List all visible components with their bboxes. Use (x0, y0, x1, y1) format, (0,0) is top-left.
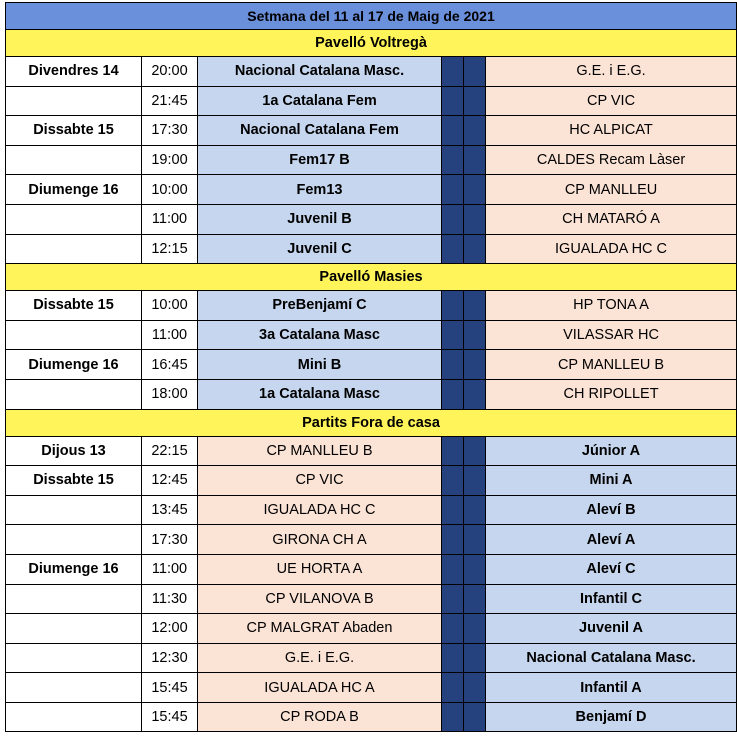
home-team: Nacional Catalana Fem (198, 116, 442, 146)
home-team: 3a Catalana Masc (198, 320, 442, 350)
match-row (6, 466, 737, 496)
opponent-team: CP RODA B (198, 702, 442, 732)
schedule-table (5, 2, 737, 732)
divider-cell (442, 86, 464, 116)
match-time: 12:00 (142, 614, 198, 644)
match-day (6, 320, 142, 350)
match-row (6, 116, 737, 146)
divider-cell (442, 116, 464, 146)
divider-cell (442, 379, 464, 409)
schedule-body (6, 3, 737, 732)
schedule-document (5, 2, 736, 732)
match-day (6, 584, 142, 614)
divider-cell (442, 320, 464, 350)
divider-cell (464, 495, 486, 525)
opponent-team: HP TONA A (486, 291, 737, 321)
divider-cell (464, 350, 486, 380)
opponent-team: UE HORTA A (198, 554, 442, 584)
opponent-team: CP VIC (486, 86, 737, 116)
away-team: Benjamí D (486, 702, 737, 732)
divider-cell (442, 466, 464, 496)
match-row (6, 495, 737, 525)
divider-cell (464, 57, 486, 87)
divider-cell (442, 57, 464, 87)
match-time: 17:30 (142, 525, 198, 555)
match-day (6, 614, 142, 644)
match-time: 19:00 (142, 145, 198, 175)
divider-cell (464, 234, 486, 264)
match-time: 12:45 (142, 466, 198, 496)
match-row (6, 673, 737, 703)
divider-cell (464, 466, 486, 496)
divider-cell (464, 436, 486, 466)
match-day: Divendres 14 (6, 57, 142, 87)
match-row (6, 86, 737, 116)
match-row (6, 379, 737, 409)
divider-cell (442, 525, 464, 555)
match-row (6, 643, 737, 673)
divider-cell (464, 614, 486, 644)
section-header-row (6, 264, 737, 291)
match-time: 12:30 (142, 643, 198, 673)
away-team: Aleví B (486, 495, 737, 525)
away-team: Aleví A (486, 525, 737, 555)
opponent-team: IGUALADA HC C (486, 234, 737, 264)
match-time: 20:00 (142, 57, 198, 87)
divider-cell (464, 643, 486, 673)
away-team: Nacional Catalana Masc. (486, 643, 737, 673)
section-header-row (6, 409, 737, 436)
divider-cell (464, 702, 486, 732)
match-time: 13:45 (142, 495, 198, 525)
opponent-team: CH RIPOLLET (486, 379, 737, 409)
opponent-team: CP VILANOVA B (198, 584, 442, 614)
home-team: 1a Catalana Masc (198, 379, 442, 409)
section-title: Pavelló Voltregà (6, 30, 737, 57)
match-time: 12:15 (142, 234, 198, 264)
match-row (6, 702, 737, 732)
home-team: 1a Catalana Fem (198, 86, 442, 116)
match-day (6, 525, 142, 555)
opponent-team: CP MANLLEU (486, 175, 737, 205)
divider-cell (442, 554, 464, 584)
opponent-team: VILASSAR HC (486, 320, 737, 350)
divider-cell (464, 584, 486, 614)
match-row (6, 584, 737, 614)
divider-cell (442, 145, 464, 175)
divider-cell (464, 554, 486, 584)
divider-cell (442, 291, 464, 321)
divider-cell (464, 175, 486, 205)
match-day (6, 234, 142, 264)
divider-cell (464, 116, 486, 146)
match-time: 15:45 (142, 673, 198, 703)
match-row (6, 525, 737, 555)
divider-cell (464, 320, 486, 350)
divider-cell (442, 234, 464, 264)
away-team: Mini A (486, 466, 737, 496)
match-day (6, 86, 142, 116)
divider-cell (464, 145, 486, 175)
match-day (6, 145, 142, 175)
opponent-team: IGUALADA HC A (198, 673, 442, 703)
match-time: 15:45 (142, 702, 198, 732)
match-row (6, 234, 737, 264)
match-day (6, 702, 142, 732)
match-time: 17:30 (142, 116, 198, 146)
opponent-team: GIRONA CH A (198, 525, 442, 555)
away-team: Infantil C (486, 584, 737, 614)
opponent-team: CP MANLLEU B (198, 436, 442, 466)
divider-cell (464, 204, 486, 234)
divider-cell (442, 643, 464, 673)
opponent-team: G.E. i E.G. (486, 57, 737, 87)
opponent-team: IGUALADA HC C (198, 495, 442, 525)
schedule-title: Setmana del 11 al 17 de Maig de 2021 (6, 3, 737, 30)
section-title: Partits Fora de casa (6, 409, 737, 436)
match-row (6, 175, 737, 205)
divider-cell (442, 436, 464, 466)
section-title: Pavelló Masies (6, 264, 737, 291)
home-team: Mini B (198, 350, 442, 380)
match-time: 22:15 (142, 436, 198, 466)
match-row (6, 204, 737, 234)
opponent-team: CP MANLLEU B (486, 350, 737, 380)
match-time: 21:45 (142, 86, 198, 116)
opponent-team: CP MALGRAT Abaden (198, 614, 442, 644)
divider-cell (442, 614, 464, 644)
title-row (6, 3, 737, 30)
match-row (6, 57, 737, 87)
match-time: 11:00 (142, 554, 198, 584)
opponent-team: G.E. i E.G. (198, 643, 442, 673)
divider-cell (464, 379, 486, 409)
home-team: Fem13 (198, 175, 442, 205)
home-team: Juvenil C (198, 234, 442, 264)
divider-cell (442, 584, 464, 614)
divider-cell (442, 350, 464, 380)
divider-cell (442, 495, 464, 525)
match-time: 11:00 (142, 204, 198, 234)
divider-cell (464, 291, 486, 321)
match-row (6, 145, 737, 175)
home-team: PreBenjamí C (198, 291, 442, 321)
match-row (6, 554, 737, 584)
section-header-row (6, 30, 737, 57)
match-row (6, 436, 737, 466)
match-day: Diumenge 16 (6, 350, 142, 380)
divider-cell (464, 673, 486, 703)
match-day: Diumenge 16 (6, 554, 142, 584)
match-time: 11:30 (142, 584, 198, 614)
match-day: Dissabte 15 (6, 116, 142, 146)
match-day (6, 643, 142, 673)
match-day (6, 379, 142, 409)
away-team: Juvenil A (486, 614, 737, 644)
away-team: Júnior A (486, 436, 737, 466)
away-team: Aleví C (486, 554, 737, 584)
divider-cell (464, 86, 486, 116)
match-row (6, 350, 737, 380)
match-time: 18:00 (142, 379, 198, 409)
home-team: Fem17 B (198, 145, 442, 175)
opponent-team: CH MATARÓ A (486, 204, 737, 234)
match-day (6, 204, 142, 234)
opponent-team: CP VIC (198, 466, 442, 496)
match-day: Dissabte 15 (6, 291, 142, 321)
match-day (6, 495, 142, 525)
match-time: 16:45 (142, 350, 198, 380)
opponent-team: HC ALPICAT (486, 116, 737, 146)
match-time: 10:00 (142, 291, 198, 321)
away-team: Infantil A (486, 673, 737, 703)
divider-cell (442, 175, 464, 205)
match-row (6, 320, 737, 350)
home-team: Nacional Catalana Masc. (198, 57, 442, 87)
match-time: 10:00 (142, 175, 198, 205)
match-day: Dijous 13 (6, 436, 142, 466)
home-team: Juvenil B (198, 204, 442, 234)
match-day: Dissabte 15 (6, 466, 142, 496)
match-day: Diumenge 16 (6, 175, 142, 205)
match-time: 11:00 (142, 320, 198, 350)
divider-cell (442, 204, 464, 234)
divider-cell (442, 673, 464, 703)
divider-cell (464, 525, 486, 555)
opponent-team: CALDES Recam Làser (486, 145, 737, 175)
match-day (6, 673, 142, 703)
divider-cell (442, 702, 464, 732)
match-row (6, 291, 737, 321)
match-row (6, 614, 737, 644)
